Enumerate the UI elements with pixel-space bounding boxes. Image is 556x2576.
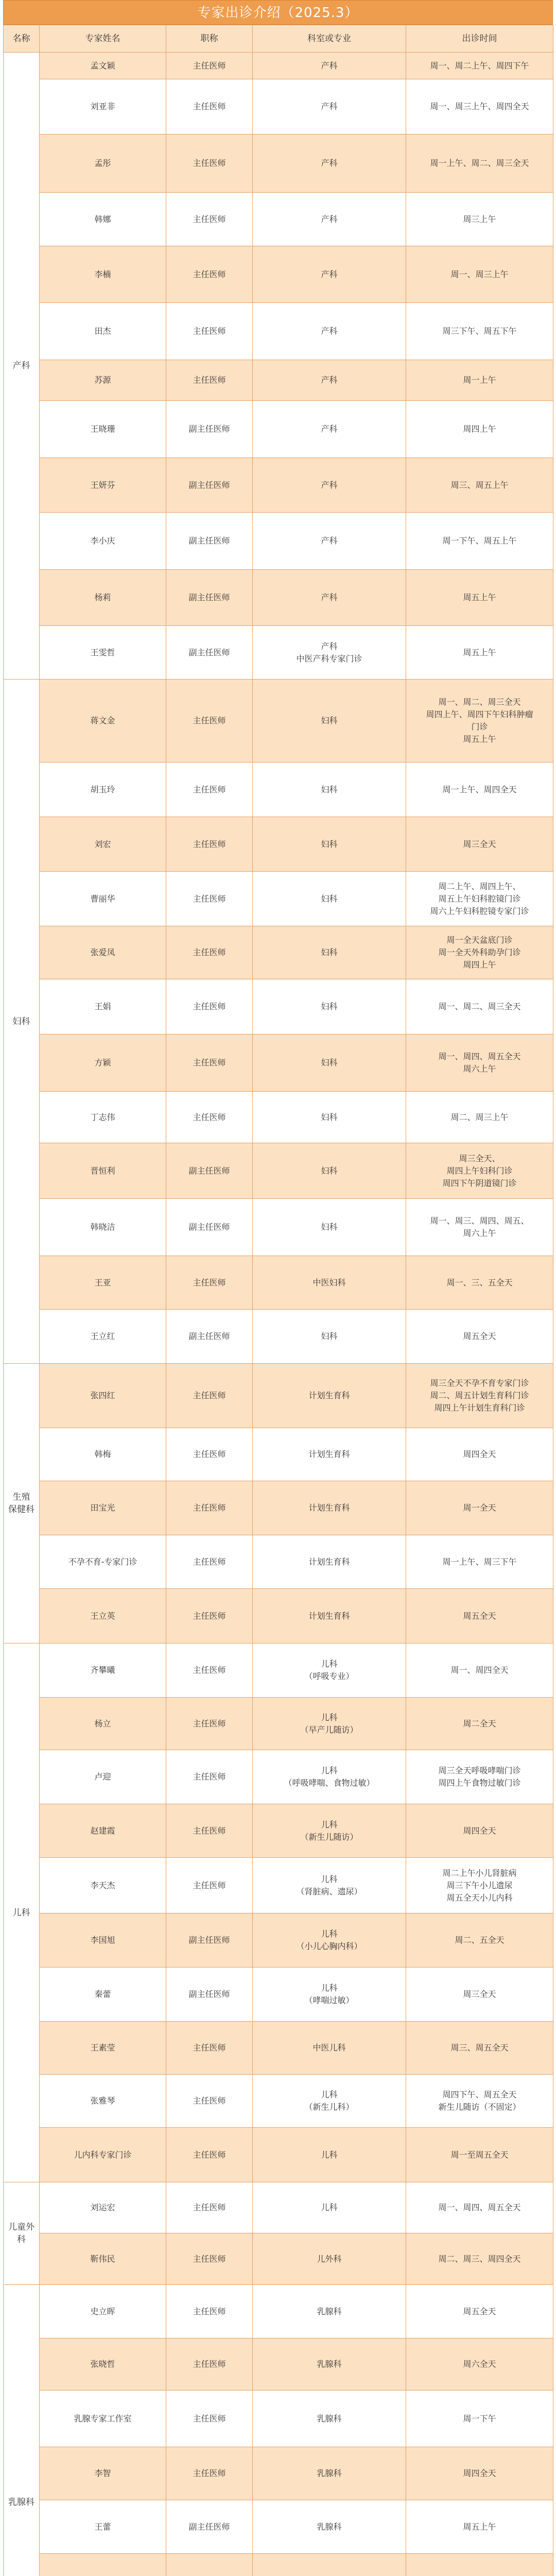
schedule-time-cell: 周五全天 — [406, 1589, 553, 1643]
doctor-title-cell: 副主任医师 — [166, 626, 253, 680]
specialty-cell: 产科 — [253, 79, 406, 134]
header-dept: 名称 — [4, 25, 40, 53]
doctor-name-cell — [40, 2554, 166, 2576]
schedule-time-cell: 周三、周五全天 — [406, 2022, 553, 2075]
specialty-cell: 妇科 — [253, 1092, 406, 1143]
doctor-title-cell: 主任医师 — [166, 53, 253, 79]
doctor-name-cell: 杨立 — [40, 1698, 166, 1750]
doctor-name-cell: 韩晓洁 — [40, 1199, 166, 1256]
doctor-name-cell: 张雅琴 — [40, 2075, 166, 2128]
table-row — [4, 246, 553, 303]
table-row — [4, 401, 553, 458]
table-row — [4, 1428, 553, 1481]
specialty-cell: 产科 — [253, 134, 406, 193]
doctor-name-cell: 田杰 — [40, 303, 166, 360]
table-row — [4, 1698, 553, 1750]
doctor-name-cell: 苏源 — [40, 360, 166, 401]
doctor-title-cell: 主任医师 — [166, 2182, 253, 2233]
doctor-title-cell: 主任医师 — [166, 2391, 253, 2447]
specialty-cell: 妇科 — [253, 1143, 406, 1199]
doctor-name-cell: 方颖 — [40, 1035, 166, 1092]
doctor-title-cell: 主任医师 — [166, 1535, 253, 1589]
table-row — [4, 1481, 553, 1535]
doctor-title-cell: 主任医师 — [166, 79, 253, 134]
schedule-time-cell: 周一、周三上午 — [406, 246, 553, 303]
doctor-name-cell: 刘宏 — [40, 817, 166, 872]
doctor-title-cell: 主任医师 — [166, 2233, 253, 2285]
specialty-cell: 计划生育科 — [253, 1535, 406, 1589]
specialty-cell: 妇科 — [253, 1199, 406, 1256]
schedule-time-cell: 周一下午、周五上午 — [406, 513, 553, 570]
doctor-name-cell: 王立英 — [40, 1589, 166, 1643]
doctor-title-cell: 主任医师 — [166, 680, 253, 762]
doctor-title-cell: 副主任医师 — [166, 1199, 253, 1256]
table-header-row — [4, 25, 553, 53]
doctor-name-cell: 李楠 — [40, 246, 166, 303]
doctor-title-cell: 主任医师 — [166, 762, 253, 817]
specialty-cell: 产科 — [253, 303, 406, 360]
table-row — [4, 2447, 553, 2500]
doctor-title-cell: 主任医师 — [166, 2075, 253, 2128]
schedule-time-cell: 周一上午、周四全天 — [406, 762, 553, 817]
schedule-time-cell: 周三全天、 周四上午妇科门诊 周四下午阴道镜门诊 — [406, 1143, 553, 1199]
table-row — [4, 817, 553, 872]
doctor-title-cell: 主任医师 — [166, 2285, 253, 2338]
schedule-time-cell: 周一、三、五全天 — [406, 1256, 553, 1310]
specialty-cell: 儿外科 — [253, 2233, 406, 2285]
doctor-title-cell: 副主任医师 — [166, 1143, 253, 1199]
doctor-name-cell: 李国旭 — [40, 1913, 166, 1968]
doctor-name-cell: 孟文颖 — [40, 53, 166, 79]
table-row — [4, 2338, 553, 2391]
schedule-time-cell: 周一、周四全天 — [406, 1643, 553, 1698]
schedule-time-cell: 周二、五全天 — [406, 1913, 553, 1968]
schedule-time-cell: 周三、周五上午 — [406, 458, 553, 513]
schedule-table — [3, 25, 553, 2576]
doctor-title-cell: 主任医师 — [166, 1428, 253, 1481]
specialty-cell: 儿科 （小儿心胸内科） — [253, 1913, 406, 1968]
doctor-name-cell: 张四红 — [40, 1364, 166, 1428]
table-body — [4, 53, 553, 2576]
schedule-time-cell: 周五上午 — [406, 2500, 553, 2554]
schedule-sheet — [3, 0, 553, 2576]
specialty-cell: 中医妇科 — [253, 1256, 406, 1310]
schedule-time-cell: 周四上午 — [406, 401, 553, 458]
doctor-title-cell — [166, 2554, 253, 2576]
doctor-title-cell: 主任医师 — [166, 1589, 253, 1643]
specialty-cell: 妇科 — [253, 872, 406, 926]
doctor-title-cell: 副主任医师 — [166, 513, 253, 570]
specialty-cell: 儿科 — [253, 2128, 406, 2182]
schedule-time-cell: 周一上午、周二、周三全天 — [406, 134, 553, 193]
schedule-time-cell: 周四全天 — [406, 2447, 553, 2500]
dept-cell: 生殖 保健科 — [4, 1364, 40, 1643]
specialty-cell: 儿科 （呼吸专业） — [253, 1643, 406, 1698]
doctor-name-cell: 不孕不育-专家门诊 — [40, 1535, 166, 1589]
doctor-title-cell: 副主任医师 — [166, 1913, 253, 1968]
table-row — [4, 570, 553, 626]
doctor-title-cell: 主任医师 — [166, 246, 253, 303]
table-row — [4, 1035, 553, 1092]
doctor-name-cell: 韩娜 — [40, 193, 166, 246]
doctor-title-cell: 主任医师 — [166, 134, 253, 193]
doctor-title-cell: 主任医师 — [166, 1364, 253, 1428]
doctor-title-cell: 主任医师 — [166, 1698, 253, 1750]
table-row — [4, 1913, 553, 1968]
table-row — [4, 1858, 553, 1913]
page-title: 专家出诊介绍（2025.3） — [3, 0, 553, 25]
doctor-name-cell: 丁志伟 — [40, 1092, 166, 1143]
table-row — [4, 680, 553, 762]
schedule-time-cell: 周一、周二、周三全天 — [406, 979, 553, 1035]
doctor-title-cell: 副主任医师 — [166, 1310, 253, 1364]
doctor-name-cell: 晋恒利 — [40, 1143, 166, 1199]
doctor-name-cell: 卢迎 — [40, 1750, 166, 1804]
doctor-name-cell: 王晓珊 — [40, 401, 166, 458]
specialty-cell: 儿科 — [253, 2182, 406, 2233]
schedule-time-cell: 周一全天 — [406, 1481, 553, 1535]
doctor-title-cell: 副主任医师 — [166, 458, 253, 513]
doctor-title-cell: 副主任医师 — [166, 2500, 253, 2554]
table-row — [4, 193, 553, 246]
doctor-title-cell: 副主任医师 — [166, 570, 253, 626]
dept-cell: 产科 — [4, 53, 40, 680]
table-row — [4, 926, 553, 979]
doctor-title-cell: 主任医师 — [166, 2447, 253, 2500]
specialty-cell: 产科 — [253, 360, 406, 401]
table-row — [4, 626, 553, 680]
doctor-name-cell: 刘运宏 — [40, 2182, 166, 2233]
dept-cell: 妇科 — [4, 680, 40, 1364]
doctor-title-cell: 主任医师 — [166, 872, 253, 926]
schedule-time-cell: 周一、周二上午、周四下午 — [406, 53, 553, 79]
schedule-time-cell: 周一、周四、周五全天 周六上午 — [406, 1035, 553, 1092]
specialty-cell: 乳腺科 — [253, 2338, 406, 2391]
doctor-name-cell: 王蕾 — [40, 2500, 166, 2554]
doctor-name-cell: 李小庆 — [40, 513, 166, 570]
doctor-title-cell: 主任医师 — [166, 360, 253, 401]
specialty-cell: 儿科 （新生儿科） — [253, 2075, 406, 2128]
specialty-cell: 妇科 — [253, 926, 406, 979]
schedule-time-cell: 周三全天不孕不育专家门诊 周二、周五计划生育科门诊 周四上午计划生育科门诊 — [406, 1364, 553, 1428]
doctor-title-cell: 主任医师 — [166, 2128, 253, 2182]
doctor-name-cell: 王素莹 — [40, 2022, 166, 2075]
doctor-title-cell: 主任医师 — [166, 303, 253, 360]
doctor-title-cell: 主任医师 — [166, 1804, 253, 1858]
table-row — [4, 1968, 553, 2022]
specialty-cell: 妇科 — [253, 1035, 406, 1092]
specialty-cell: 产科 — [253, 246, 406, 303]
schedule-time-cell: 周四全天 — [406, 1428, 553, 1481]
schedule-time-cell: 周五上午 — [406, 570, 553, 626]
specialty-cell: 产科 中医产科专家门诊 — [253, 626, 406, 680]
doctor-title-cell: 主任医师 — [166, 926, 253, 979]
doctor-name-cell: 杨莉 — [40, 570, 166, 626]
schedule-time-cell: 周三全天呼吸哮喘门诊 周四上午食物过敏门诊 — [406, 1750, 553, 1804]
specialty-cell: 产科 — [253, 193, 406, 246]
table-row — [4, 2128, 553, 2182]
table-row — [4, 303, 553, 360]
table-row — [4, 1199, 553, 1256]
schedule-time-cell: 周二、周三上午 — [406, 1092, 553, 1143]
specialty-cell: 儿科 （呼吸哮喘、食物过敏） — [253, 1750, 406, 1804]
schedule-time-cell: 周四下午、周五全天 新生儿随访（不固定） — [406, 2075, 553, 2128]
doctor-name-cell: 乳腺专家工作室 — [40, 2391, 166, 2447]
doctor-name-cell: 靳伟民 — [40, 2233, 166, 2285]
schedule-time-cell: 周一、周三上午、周四全天 — [406, 79, 553, 134]
dept-cell: 儿童外科 — [4, 2182, 40, 2285]
schedule-time-cell — [406, 2554, 553, 2576]
doctor-title-cell: 副主任医师 — [166, 1968, 253, 2022]
table-row — [4, 1589, 553, 1643]
specialty-cell: 计划生育科 — [253, 1364, 406, 1428]
schedule-time-cell: 周一全天盆底门诊 周一全天外科助孕门诊 周四上午 — [406, 926, 553, 979]
table-row — [4, 1804, 553, 1858]
schedule-time-cell: 周三下午、周五下午 — [406, 303, 553, 360]
header-name: 专家姓名 — [40, 25, 166, 53]
schedule-time-cell: 周一上午、周三下午 — [406, 1535, 553, 1589]
specialty-cell — [253, 2554, 406, 2576]
table-row — [4, 1364, 553, 1428]
schedule-time-cell: 周三全天 — [406, 1968, 553, 2022]
table-row — [4, 2075, 553, 2128]
specialty-cell: 产科 — [253, 570, 406, 626]
specialty-cell: 计划生育科 — [253, 1589, 406, 1643]
doctor-name-cell: 胡玉玲 — [40, 762, 166, 817]
specialty-cell: 乳腺科 — [253, 2447, 406, 2500]
doctor-name-cell: 王亚 — [40, 1256, 166, 1310]
doctor-title-cell: 主任医师 — [166, 1481, 253, 1535]
table-row — [4, 979, 553, 1035]
header-specialty: 科室或专业 — [253, 25, 406, 53]
doctor-name-cell: 王立红 — [40, 1310, 166, 1364]
doctor-name-cell: 齐攀曦 — [40, 1643, 166, 1698]
table-row — [4, 1310, 553, 1364]
schedule-time-cell: 周六全天 — [406, 2338, 553, 2391]
table-row — [4, 134, 553, 193]
schedule-time-cell: 周四全天 — [406, 1804, 553, 1858]
doctor-name-cell: 李智 — [40, 2447, 166, 2500]
doctor-name-cell: 曹丽华 — [40, 872, 166, 926]
doctor-title-cell: 主任医师 — [166, 1750, 253, 1804]
specialty-cell: 产科 — [253, 53, 406, 79]
specialty-cell: 产科 — [253, 458, 406, 513]
doctor-title-cell: 主任医师 — [166, 1035, 253, 1092]
doctor-title-cell: 主任医师 — [166, 817, 253, 872]
table-row — [4, 872, 553, 926]
doctor-name-cell: 张晓哲 — [40, 2338, 166, 2391]
doctor-name-cell: 王娟 — [40, 979, 166, 1035]
doctor-name-cell: 刘亚非 — [40, 79, 166, 134]
schedule-time-cell: 周五全天 — [406, 1310, 553, 1364]
schedule-time-cell: 周五上午 — [406, 626, 553, 680]
schedule-time-cell: 周一、周四、周五全天 — [406, 2182, 553, 2233]
doctor-name-cell: 王雯哲 — [40, 626, 166, 680]
specialty-cell: 儿科 （哮喘过敏） — [253, 1968, 406, 2022]
table-row — [4, 1750, 553, 1804]
doctor-title-cell: 主任医师 — [166, 1256, 253, 1310]
doctor-name-cell: 李天杰 — [40, 1858, 166, 1913]
table-row — [4, 79, 553, 134]
specialty-cell: 儿科 （新生儿随访） — [253, 1804, 406, 1858]
table-row — [4, 2182, 553, 2233]
schedule-time-cell: 周一下午 — [406, 2391, 553, 2447]
doctor-title-cell: 主任医师 — [166, 2022, 253, 2075]
doctor-title-cell: 主任医师 — [166, 1643, 253, 1698]
doctor-name-cell: 孟彤 — [40, 134, 166, 193]
doctor-title-cell: 主任医师 — [166, 979, 253, 1035]
schedule-time-cell: 周一上午 — [406, 360, 553, 401]
table-row — [4, 762, 553, 817]
specialty-cell: 妇科 — [253, 1310, 406, 1364]
specialty-cell: 儿科 （早产儿随访） — [253, 1698, 406, 1750]
table-row — [4, 1092, 553, 1143]
schedule-time-cell: 周二、周三、周四全天 — [406, 2233, 553, 2285]
specialty-cell: 产科 — [253, 401, 406, 458]
header-title: 职称 — [166, 25, 253, 53]
doctor-name-cell: 田宝光 — [40, 1481, 166, 1535]
header-time: 出诊时间 — [406, 25, 553, 53]
table-row — [4, 53, 553, 79]
doctor-name-cell: 儿内科专家门诊 — [40, 2128, 166, 2182]
table-row — [4, 2554, 553, 2576]
table-row — [4, 513, 553, 570]
dept-cell: 乳腺科 — [4, 2285, 40, 2576]
schedule-time-cell: 周二上午、周四上午、 周五上午妇科腔镜门诊 周六上午妇科腔镜专家门诊 — [406, 872, 553, 926]
doctor-title-cell: 主任医师 — [166, 1092, 253, 1143]
specialty-cell: 计划生育科 — [253, 1428, 406, 1481]
specialty-cell: 中医儿科 — [253, 2022, 406, 2075]
table-row — [4, 1143, 553, 1199]
doctor-name-cell: 史立晖 — [40, 2285, 166, 2338]
table-row — [4, 360, 553, 401]
schedule-time-cell: 周三全天 — [406, 817, 553, 872]
specialty-cell: 计划生育科 — [253, 1481, 406, 1535]
table-row — [4, 2500, 553, 2554]
doctor-title-cell: 副主任医师 — [166, 401, 253, 458]
doctor-name-cell: 蒋文金 — [40, 680, 166, 762]
schedule-time-cell: 周一、周二、周三全天 周四上午、周四下午妇科肿瘤 门诊 周五上午 — [406, 680, 553, 762]
dept-cell: 儿科 — [4, 1643, 40, 2182]
doctor-name-cell: 韩梅 — [40, 1428, 166, 1481]
table-row — [4, 2022, 553, 2075]
table-row — [4, 2391, 553, 2447]
doctor-name-cell: 赵建霞 — [40, 1804, 166, 1858]
schedule-time-cell: 周三上午 — [406, 193, 553, 246]
specialty-cell: 妇科 — [253, 762, 406, 817]
specialty-cell: 乳腺科 — [253, 2391, 406, 2447]
schedule-time-cell: 周一至周五全天 — [406, 2128, 553, 2182]
schedule-time-cell: 周五全天 — [406, 2285, 553, 2338]
table-row — [4, 2233, 553, 2285]
table-row — [4, 1643, 553, 1698]
schedule-time-cell: 周二全天 — [406, 1698, 553, 1750]
table-row — [4, 2285, 553, 2338]
doctor-title-cell: 主任医师 — [166, 1858, 253, 1913]
table-row — [4, 458, 553, 513]
specialty-cell: 妇科 — [253, 817, 406, 872]
specialty-cell: 产科 — [253, 513, 406, 570]
doctor-name-cell: 王妍芬 — [40, 458, 166, 513]
schedule-time-cell: 周二上午小儿肾脏病 周三下午小儿遗尿 周五全天小儿内科 — [406, 1858, 553, 1913]
doctor-title-cell: 主任医师 — [166, 2338, 253, 2391]
table-row — [4, 1535, 553, 1589]
table-row — [4, 1256, 553, 1310]
schedule-time-cell: 周一、周三、周四、周五、 周六上午 — [406, 1199, 553, 1256]
specialty-cell: 儿科 （肾脏病、遗尿） — [253, 1858, 406, 1913]
specialty-cell: 乳腺科 — [253, 2285, 406, 2338]
specialty-cell: 乳腺科 — [253, 2500, 406, 2554]
doctor-name-cell: 秦蕾 — [40, 1968, 166, 2022]
doctor-title-cell: 主任医师 — [166, 193, 253, 246]
specialty-cell: 妇科 — [253, 979, 406, 1035]
doctor-name-cell: 张爱凤 — [40, 926, 166, 979]
specialty-cell: 妇科 — [253, 680, 406, 762]
